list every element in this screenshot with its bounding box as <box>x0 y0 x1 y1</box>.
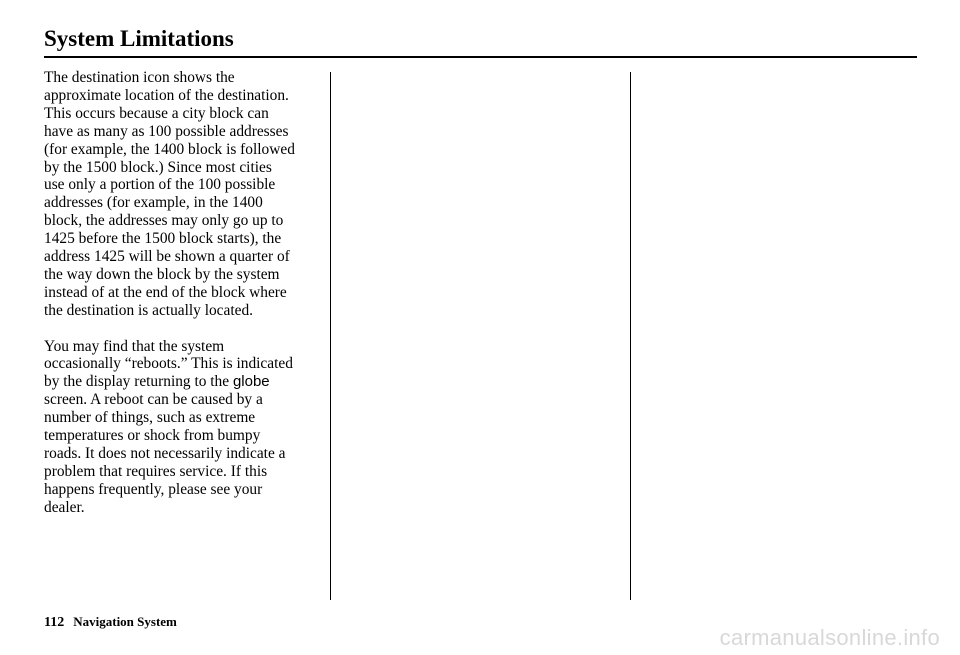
page-footer <box>44 614 177 631</box>
title-divider <box>44 56 917 58</box>
column-divider-right <box>630 72 631 600</box>
column-divider-left <box>330 72 331 600</box>
body-text-column <box>44 69 319 535</box>
paragraph-reboots-start: You may find that the system occasionally “reboots.” This is indicated by the display returning to the <box>44 337 293 391</box>
footer-section-title: Navigation System <box>73 614 177 629</box>
globe-screen-term: globe <box>232 373 270 391</box>
page-title: System Limitations <box>44 26 234 51</box>
paragraph-destination-icon: The destination icon shows the approximate location of the destination. This occurs because a city block can have as many as 100 possible addresses (for example, the 1400 block is followed by the 1500 block.) Since most cities use only a portion of the 100 possible addresses (for example, in the 1400 block, the addresses may only go up to 1425 before the 1500 block starts), the address 1425 will be shown a quarter of the way down the block by the system instead of at the end of the block where the destination is actually located. <box>44 69 295 319</box>
watermark: carmanualsonline.info <box>719 625 940 650</box>
page-number: 112 <box>44 615 65 630</box>
paragraph-reboots-end: screen. A reboot can be caused by a number of things, such as extreme temperatures or shock from bumpy roads. It does not necessarily indicate a problem that requires service. If this happens frequently, please see your dealer. <box>44 391 286 516</box>
paragraph-reboots <box>44 338 319 517</box>
